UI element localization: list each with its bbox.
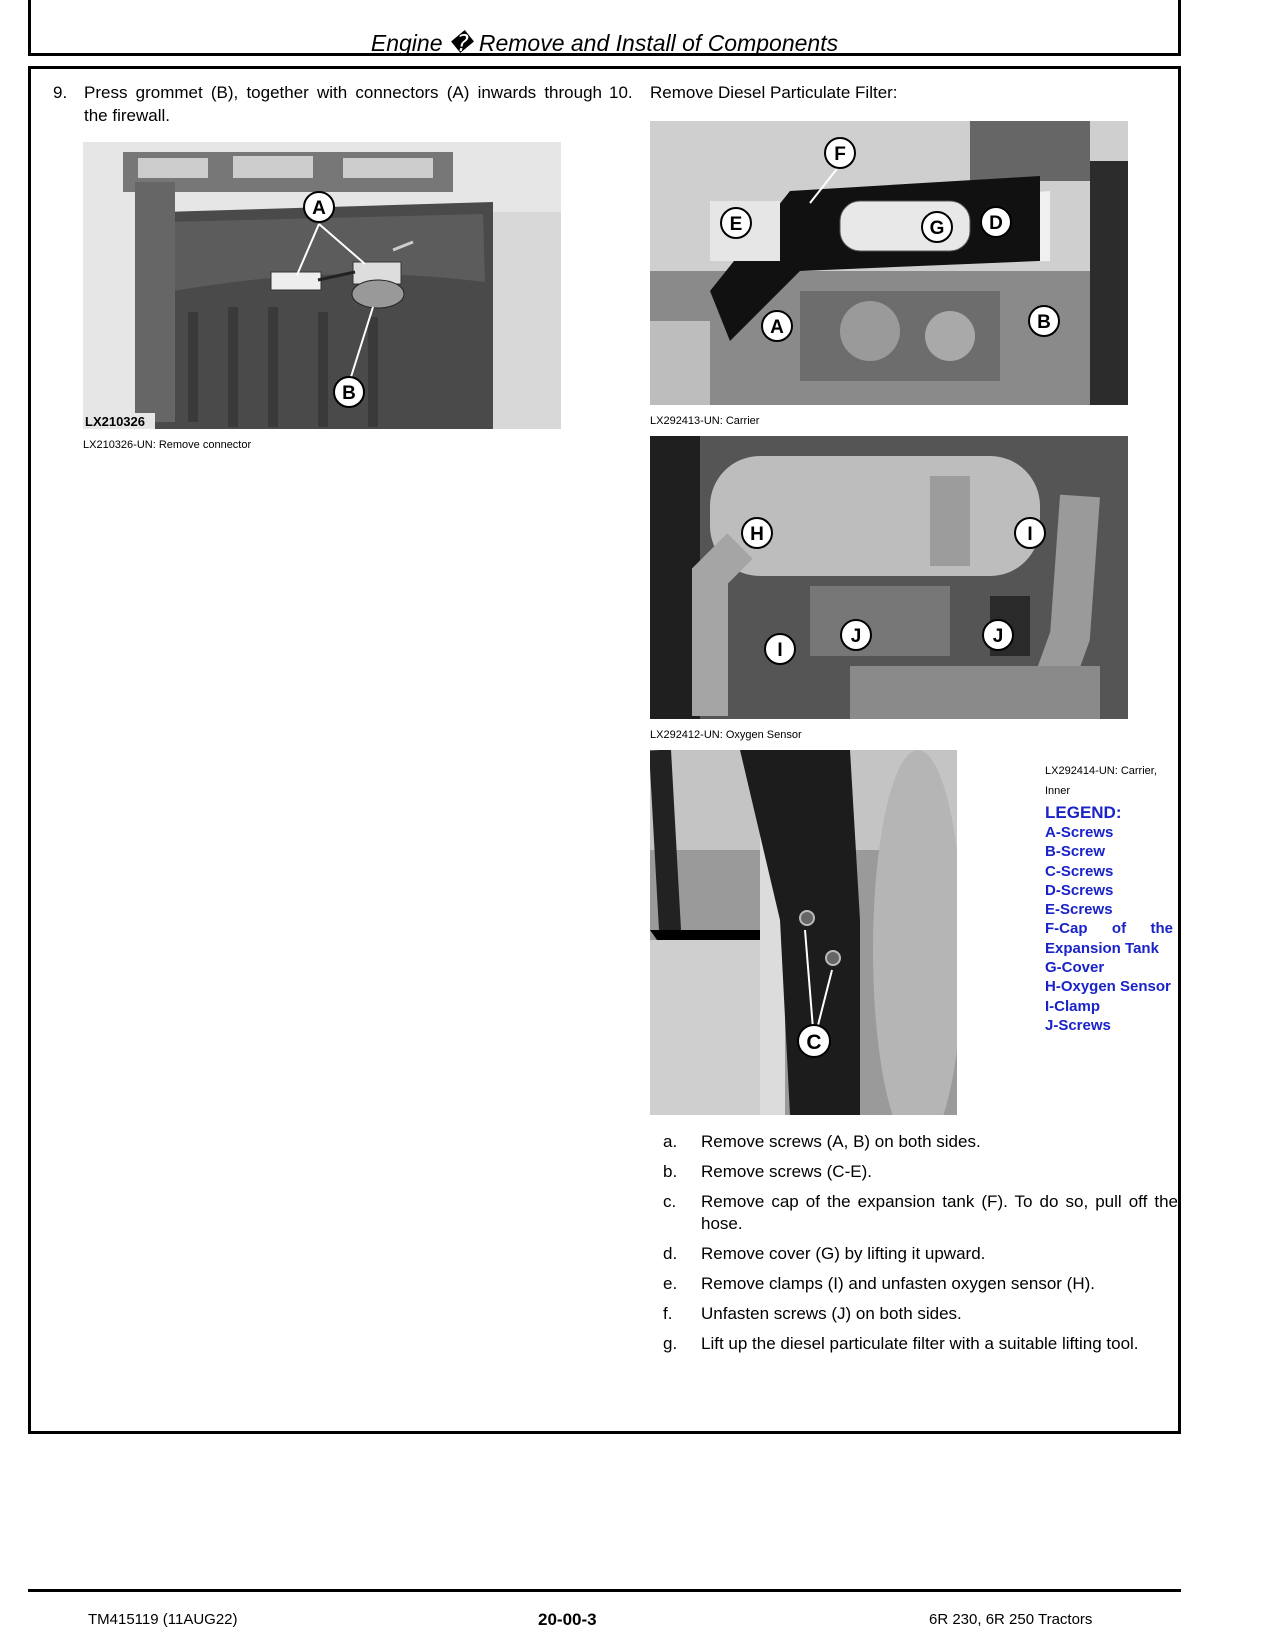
substep-letter: c. [663,1192,677,1211]
legend-item: C-Screws [1045,862,1114,880]
step-number: 9. [53,83,68,102]
figure-caption: LX292413-UN: Carrier [650,415,760,427]
figure-oxygen-sensor [650,436,1128,719]
substep-list [663,1131,1178,1363]
substep-text: Remove cap of the expansion tank (F). To do so, pull off the hose. [701,1192,1178,1233]
substep-letter: e. [663,1274,678,1293]
substep [663,1243,1178,1265]
callout-j: J [850,626,862,647]
callout-j: J [992,626,1004,647]
figure-caption: LX292412-UN: Oxygen Sensor [650,729,802,741]
substep-text: Unfasten screws (J) on both sides. [701,1304,962,1323]
legend-item: D-Screws [1045,881,1114,899]
callout-g: G [929,218,945,239]
substep-letter: g. [663,1334,678,1353]
callout-b: B [1037,312,1051,333]
footer-page-number: 20-00-3 [538,1610,597,1629]
substep-letter: a. [663,1132,678,1151]
substep [663,1273,1178,1295]
substep-text: Remove screws (A, B) on both sides. [701,1132,981,1151]
step-text: Press grommet (B), together with connectors (A) inwards through the firewall. [84,83,602,125]
figure-carrier-inner [650,750,957,1115]
step-number: 10. [609,83,633,102]
substep [663,1161,1178,1183]
legend-item: J-Screws [1045,1016,1111,1034]
substep-text: Lift up the diesel particulate filter with a suitable lifting tool. [701,1334,1139,1353]
callout-h: H [750,524,764,545]
legend-item: E-Screws [1045,901,1113,919]
figure-caption: LX210326-UN: Remove connector [83,439,252,451]
substep-letter: d. [663,1244,678,1263]
header-frame [28,0,1181,56]
legend-item: F-Cap of the Expansion Tank [1045,920,1173,957]
legend-block [1045,761,1173,1035]
footer-doc-id: TM415119 (11AUG22) [88,1611,238,1628]
callout-a: A [312,198,326,219]
callout-d: D [989,213,1003,234]
substep-letter: f. [663,1304,673,1323]
footer-model: 6R 230, 6R 250 Tractors [929,1611,1093,1628]
legend-item: I-Clamp [1045,997,1101,1015]
substep-text: Remove screws (C-E). [701,1162,872,1181]
substep [663,1303,1178,1325]
callout-i: I [1027,524,1033,545]
page-title: Engine � Remove and Install of Components [370,30,839,56]
figure-remove-connector [83,142,561,429]
legend-title: LEGEND: [1045,803,1122,822]
callout-c: C [806,1031,822,1054]
substep [663,1333,1178,1355]
figure-caption: Inner [1045,785,1071,797]
substep-text: Remove clamps (I) and unfasten oxygen sensor (H). [701,1274,1096,1293]
step-text: Remove Diesel Particulate Filter: [650,83,898,102]
callout-i: I [777,640,783,661]
callout-a: A [770,317,784,338]
legend-item: G-Cover [1045,959,1105,977]
figure-carrier [650,121,1128,405]
footer-divider [28,1589,1181,1592]
figure-stamp: LX210326 [85,414,145,429]
legend-item: B-Screw [1045,843,1106,861]
substep-text: Remove cover (G) by lifting it upward. [701,1244,986,1263]
callout-e: E [729,214,743,235]
legend-item: H-Oxygen Sensor [1045,978,1171,996]
figure-caption: LX292414-UN: Carrier, [1045,765,1157,777]
callout-f: F [834,144,846,165]
substep [663,1191,1178,1235]
callout-b: B [342,383,356,404]
substep [663,1131,1178,1153]
substep-letter: b. [663,1162,678,1181]
legend-item: A-Screws [1045,824,1114,841]
